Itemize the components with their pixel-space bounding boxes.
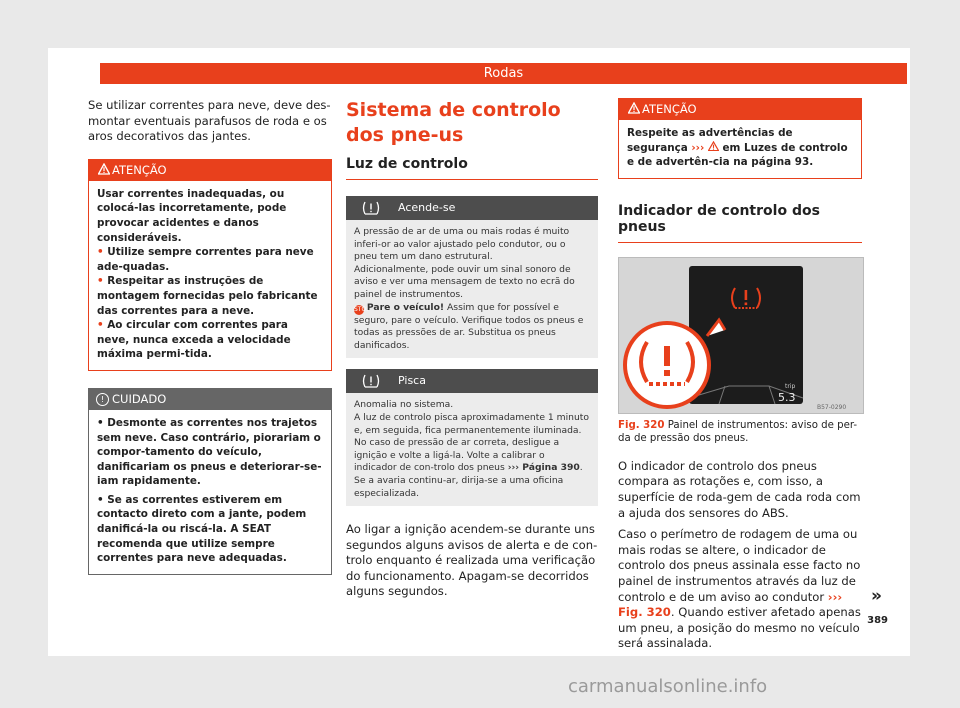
column-left	[88, 98, 332, 575]
lamp-block-flashing	[346, 369, 598, 506]
warning-bullet: • Utilize sempre correntes para neve ade-quadas.	[97, 246, 314, 273]
caution-bullet: • Se as correntes estiverem em contacto direto com a jante, podem danificá-la ou riscá-la. A SEAT recomenda que utilize sempre correntes para neve adequadas.	[97, 493, 307, 565]
lamp-label: Pisca	[398, 374, 426, 388]
lamp-header	[346, 369, 598, 393]
warning-triangle-icon	[628, 102, 640, 114]
caution-title: CUIDADO	[112, 391, 167, 406]
lamp-description: A pressão de ar de uma ou mais rodas é muito inferi-or ao valor ajustado pelo condutor, ou o pneu tem um dano estrutural. Adicionalmente, pode ouvir um sinal sonoro de aviso e ver uma mensagem de texto no ecrã do painel de instrumentos. STOP Pare o veículo! Assim que for possível e seguro, pare o veículo. Verifique todos os pneus e todas as pressões de ar. Substitua os pneus danificados.	[346, 220, 598, 358]
manual-page	[48, 48, 910, 656]
lamp-label: Acende-se	[398, 201, 456, 214]
body-paragraph: Ao ligar a ignição acendem-se durante uns segundos alguns avisos de alerta e de con-trolo enquanto é realizada uma verificação do funcionamento. Apagam-se decorridos alguns segundos.	[346, 522, 598, 599]
page-number: 389	[867, 615, 888, 626]
lamp-block-on	[346, 196, 598, 358]
warning-box	[88, 159, 332, 371]
warning-bullet: • Respeitar as instruções de montagem fornecidas pelo fabricante das correntes para a neve.	[97, 275, 318, 317]
column-right	[618, 98, 862, 652]
warning-content	[88, 181, 332, 371]
instrument-panel-illustration	[619, 258, 863, 413]
figure-caption: Fig. 320 Painel de instrumentos: aviso de per-da de pressão dos pneus.	[618, 419, 858, 444]
body-paragraph: O indicador de controlo dos pneus compara as rotações e, com isso, a superfície de roda-gem de cada roda com a ajuda dos sensores do ABS.	[618, 458, 861, 520]
ref-arrow[interactable]: ›››	[691, 141, 705, 154]
caution-content	[88, 410, 332, 575]
lamp-description: Anomalia no sistema. A luz de controlo pisca aproximadamente 1 minuto e, em seguida, fica permanentemente iluminada. No caso de pressão de ar correta, desligue a ignição e volte a ligá-la. Volte a calibrar o indicador de con-trolo dos pneus ››› Página 390. Se a avaria continu-ar, dirija-se a uma oficina especializada.	[346, 393, 598, 506]
warning-title: ATENÇÃO	[112, 162, 167, 177]
figure-link[interactable]: ››› Fig. 320	[618, 589, 843, 620]
tire-pressure-icon	[362, 373, 380, 389]
caution-box	[88, 388, 332, 575]
subsection-title: Luz de controlo	[346, 156, 598, 180]
info-circle-icon: !	[96, 393, 109, 406]
tire-pressure-icon	[362, 200, 380, 216]
figure-instrument-panel	[618, 257, 864, 414]
caution-bullet: • Desmonte as correntes nos trajetos sem neve. Caso contrário, piorariam o compor-tamento do veículo, danificariam os pneus e deteriorar-se-iam rapidamente.	[97, 416, 322, 488]
page-header: Rodas	[100, 63, 907, 84]
stop-icon: STOP	[354, 305, 370, 313]
trip-label: trip	[785, 382, 796, 390]
trip-value: 5.3	[778, 390, 796, 404]
watermark: carmanualsonline.info	[568, 676, 768, 697]
subsection-title: Indicador de controlo dos pneus	[618, 203, 862, 243]
section-title: Sistema de controlo dos pne-us	[346, 99, 561, 146]
body-paragraph: Caso o perímetro de rodagem de uma ou mais rodas se altere, o indicador de controlo dos pneus assinala esse facto no painel de instrumentos através da luz de controlo e de um aviso ao condutor ››› Fig. 320. Quando estiver afetado apenas um pneu, a posição do mesmo no veículo será assinalada.	[618, 527, 861, 651]
warning-header	[618, 98, 862, 120]
warning-triangle-icon	[98, 163, 110, 175]
warning-title: ATENÇÃO	[642, 102, 697, 116]
page-link[interactable]: ››› Página 390	[507, 462, 580, 474]
continue-marker: »	[871, 586, 882, 606]
warning-box	[618, 98, 862, 179]
lamp-header	[346, 196, 598, 220]
warning-content: Respeite as advertências de segurança ››› em Luzes de controlo e de advertên-cia na página 93.	[618, 120, 862, 179]
intro-paragraph: Se utilizar correntes para neve, deve des-montar eventuais parafusos de roda e os aros decorativos das jantes.	[88, 98, 331, 144]
warning-header	[88, 159, 332, 181]
column-middle	[346, 98, 598, 600]
warning-triangle-icon	[708, 141, 719, 151]
warning-lead: Usar correntes inadequadas, ou colocá-las incorretamente, pode provocar acidentes e danos consideráveis.	[97, 187, 287, 244]
warning-bullet: • Ao circular com correntes para neve, nunca exceda a velocidade máxima permi-tida.	[97, 319, 291, 361]
caution-header	[88, 388, 332, 410]
figure-code: B57-0290	[817, 403, 847, 411]
